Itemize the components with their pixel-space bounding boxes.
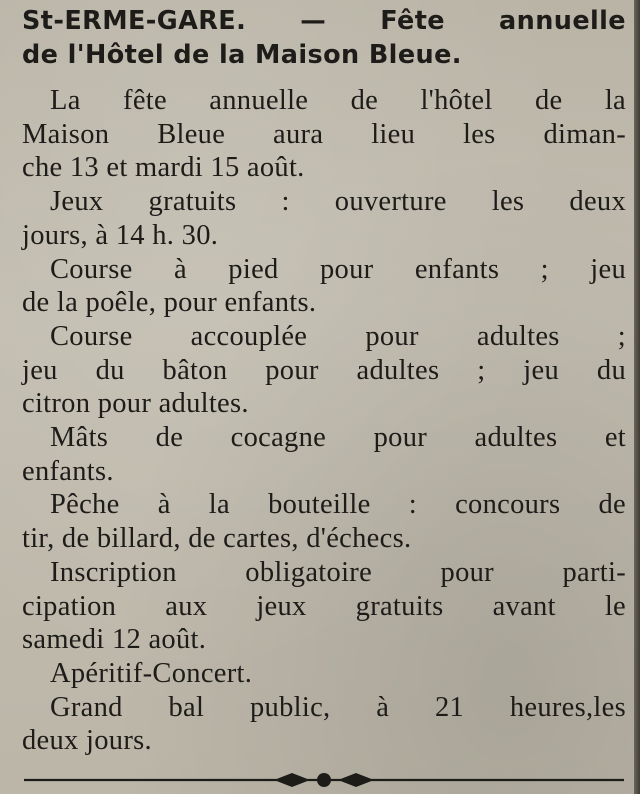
paragraph-announcement [22, 84, 626, 185]
body-line: che 13 et mardi 15 août. [22, 152, 305, 184]
body-line: Mâts de cocagne pour adultes et [50, 422, 626, 454]
paragraph-aperitif [22, 657, 626, 691]
body-line: cipation aux jeux gratuits avant le [22, 590, 626, 622]
body-line: Course accouplée pour adultes ; [50, 320, 626, 352]
paragraph-adult-games [22, 320, 626, 421]
body-line: de la poêle, pour enfants. [22, 287, 317, 319]
ornamental-divider [24, 770, 624, 790]
body-line: Apéritif-Concert. [50, 657, 253, 689]
page-edge-shadow [634, 0, 640, 794]
body-line: Grand bal public, à 21 heures,les [50, 691, 626, 723]
body-line: Inscription obligatoire pour parti- [50, 556, 626, 588]
body-line: tir, de billard, de cartes, d'échecs. [22, 523, 412, 555]
body-line: jeu du bâton pour adultes ; jeu du [22, 354, 626, 386]
body-line: enfants. [22, 455, 114, 487]
body-line: Pêche à la bouteille : concours de [50, 489, 626, 521]
body-line: Jeux gratuits : ouverture les deux [50, 186, 626, 218]
paragraph-ball [22, 691, 626, 758]
paragraph-contests [22, 488, 626, 555]
paragraph-greasy-pole [22, 421, 626, 488]
paragraph-registration [22, 556, 626, 657]
paragraph-free-games [22, 185, 626, 252]
paragraph-children-races [22, 253, 626, 320]
headline-line-1: St-ERME-GARE. — Fête annuelle [22, 6, 626, 36]
body-line: jours, à 14 h. 30. [22, 219, 219, 251]
body-line: Maison Bleue aura lieu les diman- [22, 118, 626, 150]
body-line: citron pour adultes. [22, 388, 249, 420]
body-line: deux jours. [22, 725, 152, 757]
article-headline [22, 4, 626, 72]
body-line: samedi 12 août. [22, 624, 207, 656]
article-body [22, 84, 626, 758]
body-line: Course à pied pour enfants ; jeu [50, 253, 626, 285]
body-line: La fête annuelle de l'hôtel de la [50, 85, 626, 116]
headline-line-2: de l'Hôtel de la Maison Bleue. [22, 40, 462, 70]
